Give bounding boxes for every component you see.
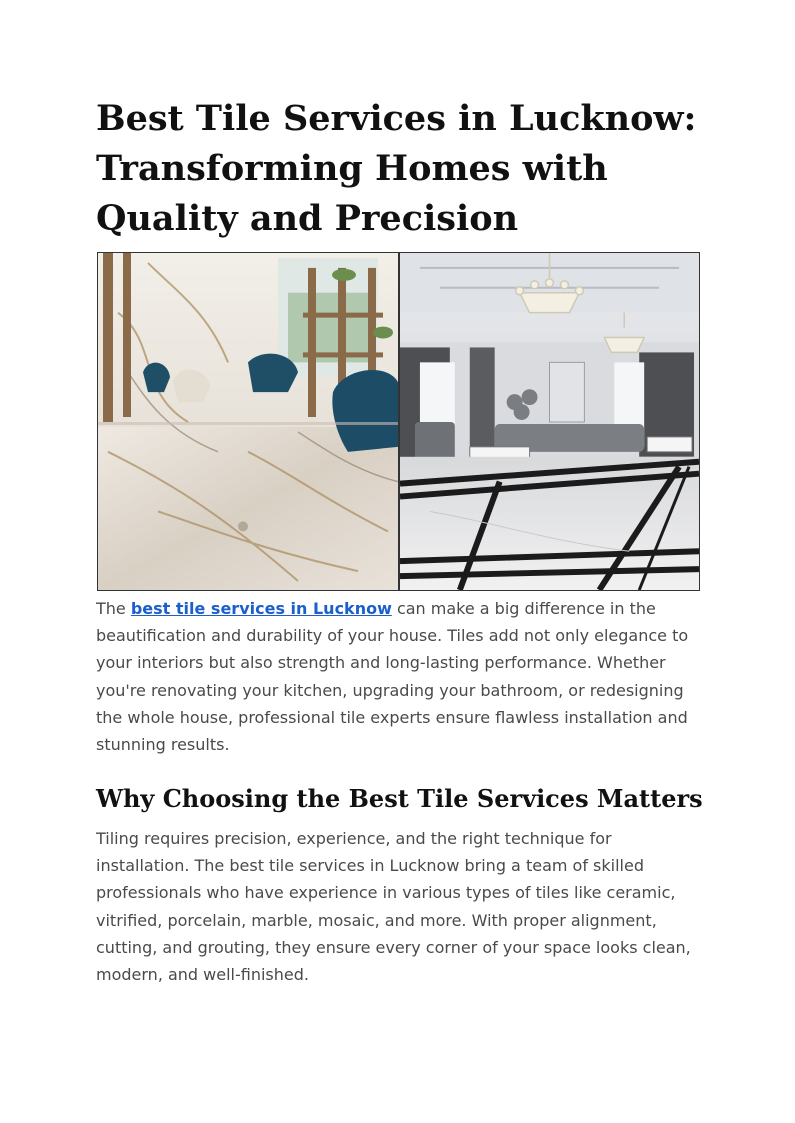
article-title: Best Tile Services in Lucknow: Transforming Homes with Quality and Precision	[96, 98, 697, 239]
intro-text-start: The	[96, 599, 131, 618]
hero-image-collage	[97, 252, 700, 591]
living-room-photo	[400, 253, 699, 590]
marble-lounge-photo	[98, 253, 400, 590]
tile-services-link[interactable]: best tile services in Lucknow	[130, 599, 392, 618]
section-heading: Why Choosing the Best Tile Services Matters	[96, 784, 703, 813]
intro-paragraph	[96, 595, 706, 758]
intro-text-end: can make a big difference in the beautification and durability of your house. Tiles add not only elegance to your interiors but also strength and long-lasting performance. Whether you're renovating your kitchen, upgrading your bathroom, or redesigning the whole house, professional tile experts ensure flawless installation and stunning results.	[96, 599, 689, 755]
section-paragraph: Tiling requires precision, experience, and the right technique for installation. The best tile services in Lucknow bring a team of skilled professionals who have experience in various types of tiles like ceramic, vitrified, porcelain, marble, mosaic, and more. With proper alignment, cutting, and grouting, they ensure every corner of your space looks clean, modern, and well-finished.	[96, 829, 691, 985]
